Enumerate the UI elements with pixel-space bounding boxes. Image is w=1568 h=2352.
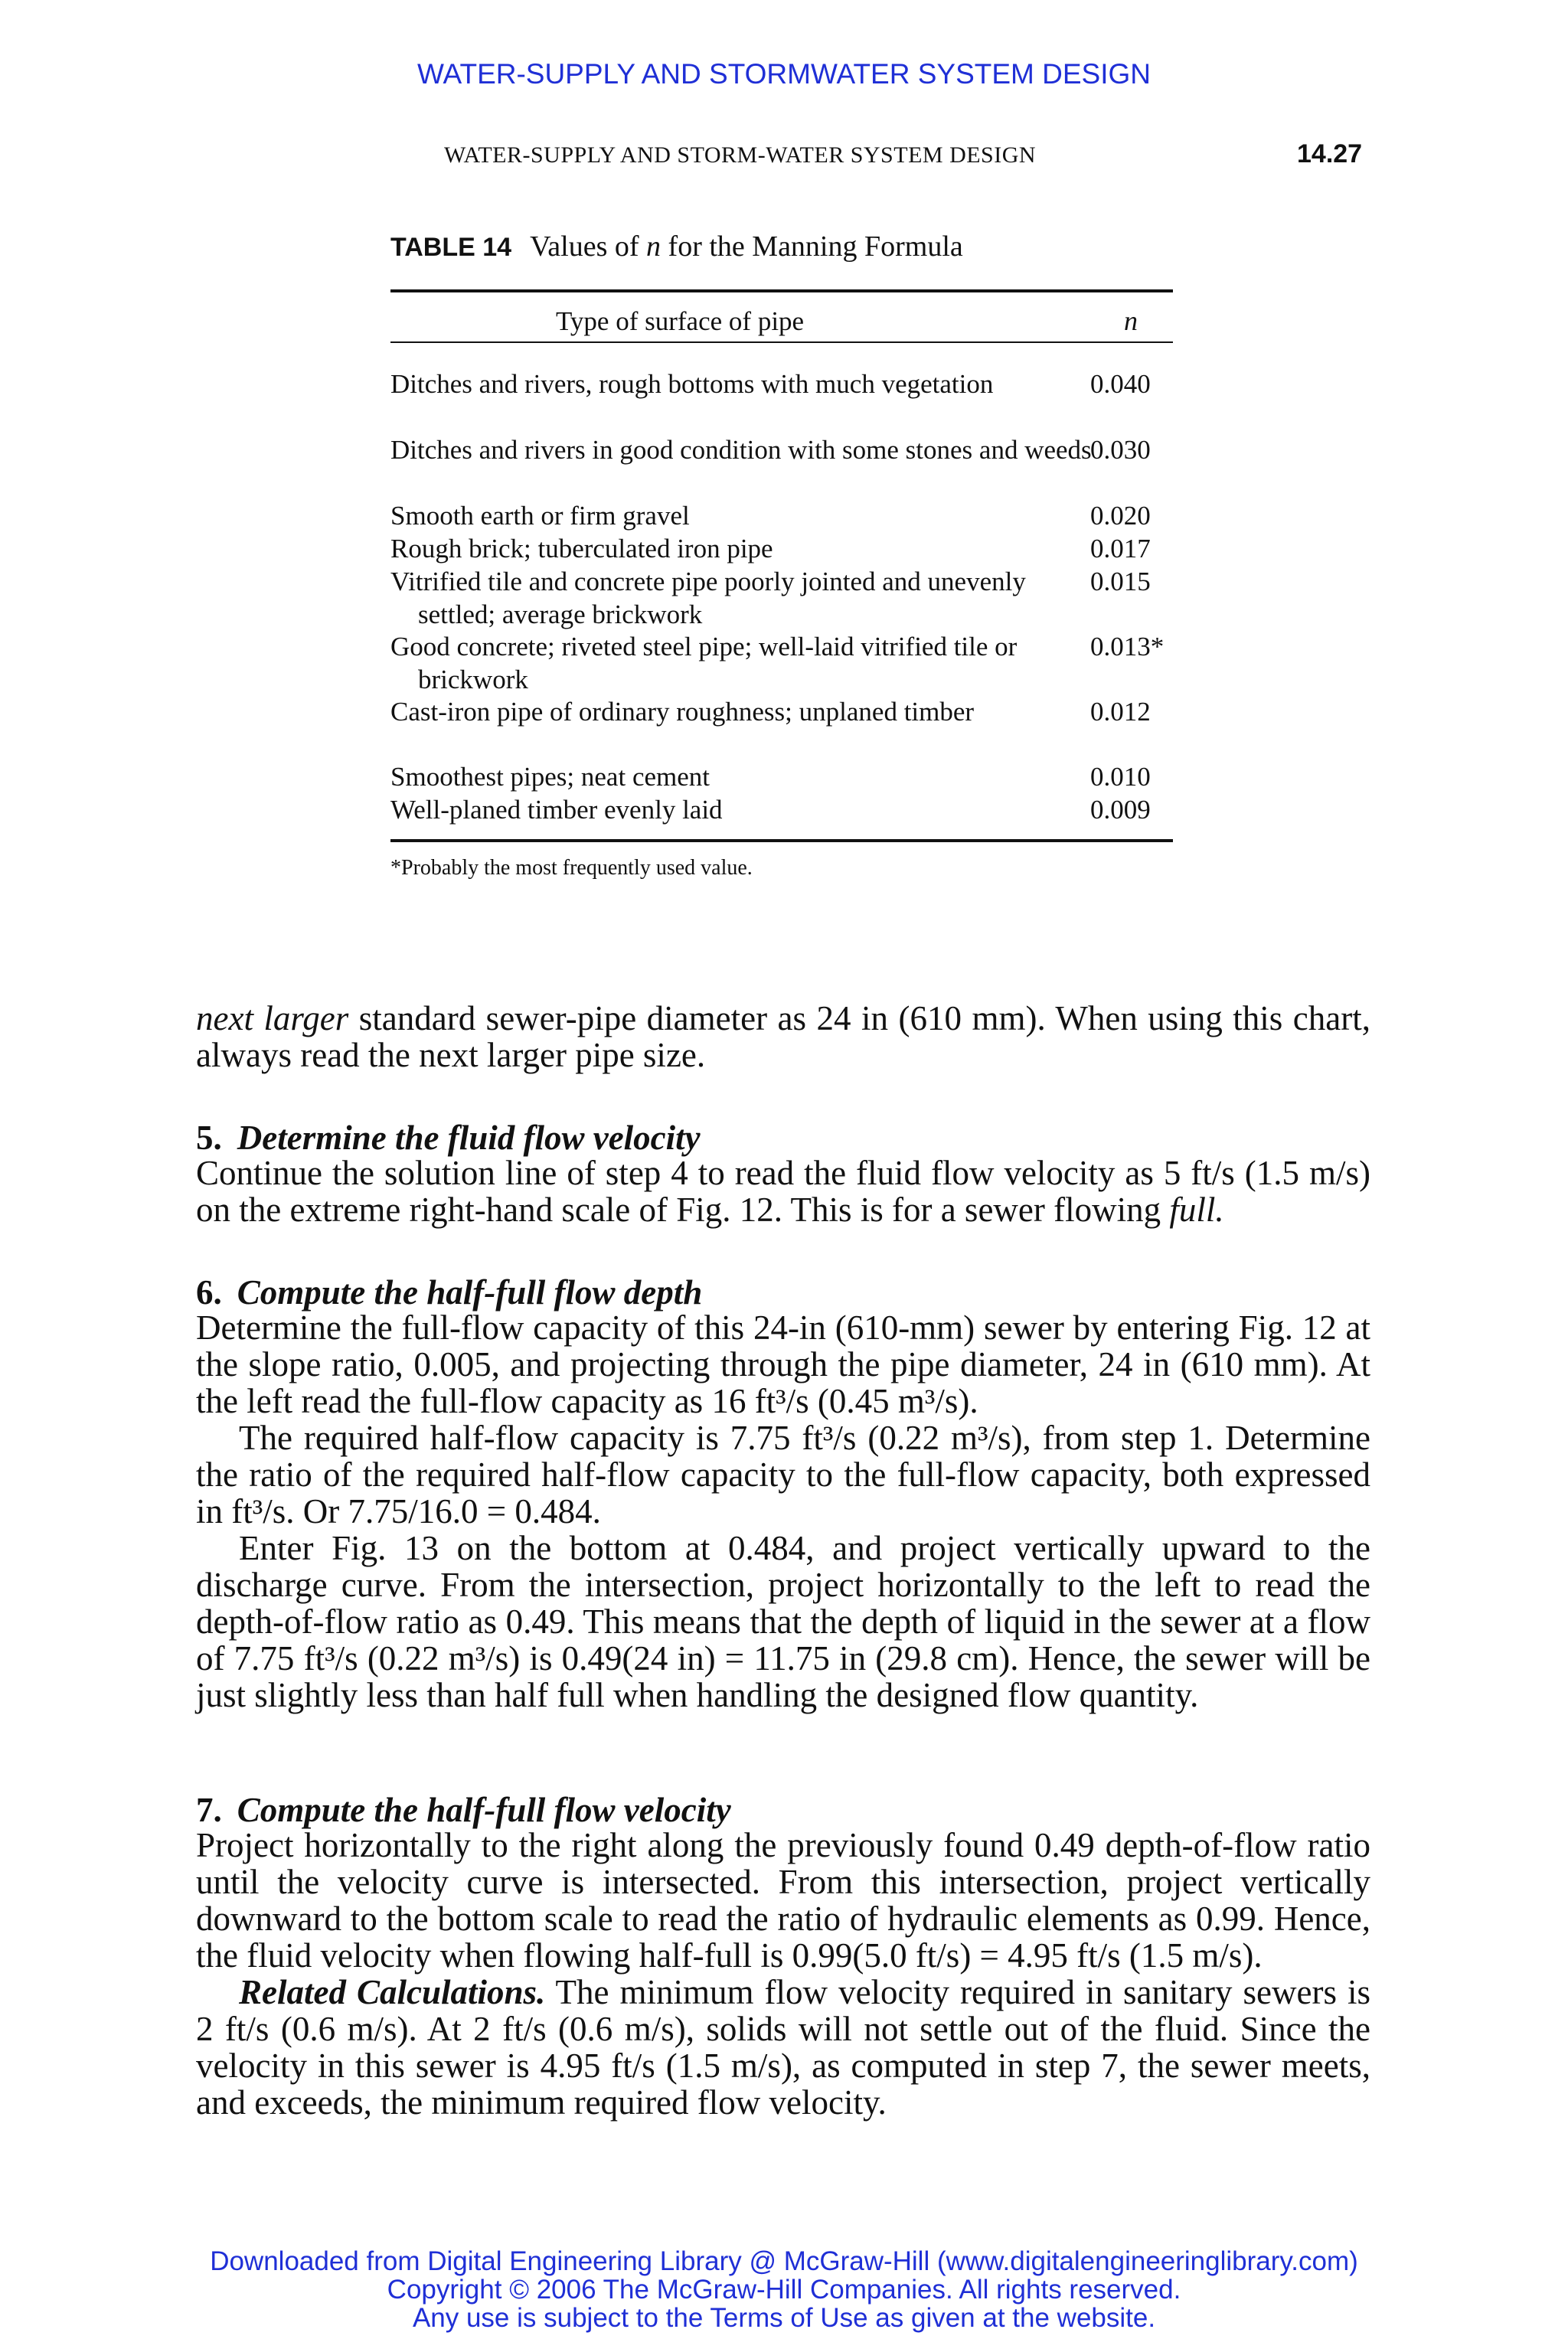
step-5-text: Continue the solution line of step 4 to read the fluid flow velocity as 5 ft/s (1.5 m/s) on the extreme right-hand scale of Fig. 12. This is for a sewer flowing [196, 1154, 1370, 1229]
footer [0, 2247, 1568, 2332]
step-5-title: Determine the fluid flow velocity [237, 1119, 701, 1157]
footer-line-1: Downloaded from Digital Engineering Library @ McGraw-Hill (www.digitalengineeringlibrary.com) [210, 2246, 1358, 2276]
step-5-italic: full. [1169, 1191, 1224, 1229]
row-n-value: 0.040 [1090, 369, 1151, 399]
step-6-paragraphs [196, 1309, 1370, 1713]
running-head: WATER-SUPPLY AND STORM-WATER SYSTEM DESIGN [444, 142, 1037, 168]
step-6-paragraph-2: The required half-flow capacity is 7.75 ft³/s (0.22 m³/s), from step 1. Determine the ratio of the required half-flow capacity to the full-flow capacity, both expressed in ft³/s. Or 7.75/16.0 = 0.484. [196, 1419, 1370, 1530]
caption-variable: n [646, 230, 662, 263]
step-6-heading [196, 1272, 702, 1312]
row-description: Smooth earth or firm gravel [390, 501, 690, 531]
page-number: 14.27 [1297, 139, 1363, 168]
row-n-value: 0.030 [1090, 435, 1151, 465]
step-6-number: 6. [196, 1273, 222, 1312]
caption-pre: Values of [530, 230, 639, 263]
row-n-value: 0.020 [1090, 501, 1151, 531]
row-description: Vitrified tile and concrete pipe poorly jointed and unevenly settled; average brickwork [390, 567, 1026, 629]
step-6-paragraph-1: Determine the full-flow capacity of this 24-in (610-mm) sewer by entering Fig. 12 at the slope ratio, 0.005, and projecting through the pipe diameter, 24 in (610 mm). At the left read the full-flow capacity as 16 ft³/s (0.45 m³/s). [196, 1308, 1370, 1420]
caption-post: for the Manning Formula [668, 230, 963, 263]
intro-paragraph [196, 1000, 1370, 1073]
intro-text: standard sewer-pipe diameter as 24 in (610 mm). When using this chart, always read the next larger pipe size. [196, 999, 1370, 1074]
table-header-rule [390, 341, 1173, 343]
row-description: Ditches and rivers in good condition with some stones and weeds [390, 435, 1092, 465]
column-header-type: Type of surface of pipe [556, 306, 805, 336]
row-description: Rough brick; tuberculated iron pipe [390, 534, 773, 564]
footer-line-2: Copyright © 2006 The McGraw-Hill Companies. All rights reserved. [387, 2275, 1181, 2305]
table-top-rule [390, 289, 1173, 292]
row-n-value: 0.012 [1090, 697, 1151, 727]
table-footnote: *Probably the most frequently used value. [390, 856, 753, 880]
table-caption [390, 230, 963, 263]
row-n-value: 0.009 [1090, 795, 1151, 825]
table-label: TABLE 14 [390, 233, 512, 262]
step-6-title: Compute the half-full flow depth [237, 1273, 703, 1312]
step-7-paragraph-1: Project horizontally to the right along the previously found 0.49 depth-of-flow ratio until the velocity curve is intersected. From this intersection, project vertically downward to the bottom scale to read the ratio of hydraulic elements as 0.99. Hence, the fluid velocity when flowing half-full is 0.99(5.0 ft/s) = 4.95 ft/s (1.5 m/s). [196, 1826, 1370, 1975]
row-n-value: 0.015 [1090, 567, 1151, 596]
row-description: Smoothest pipes; neat cement [390, 762, 710, 792]
step-5-heading [196, 1118, 701, 1158]
top-banner: WATER-SUPPLY AND STORMWATER SYSTEM DESIGN [416, 58, 1151, 90]
table-bottom-rule [390, 839, 1173, 842]
row-description: Good concrete; riveted steel pipe; well-laid vitrified tile or brickwork [390, 632, 1018, 694]
step-5-number: 5. [196, 1119, 222, 1157]
related-calculations-label: Related Calculations. [239, 1973, 546, 2011]
step-7-title: Compute the half-full flow velocity [237, 1791, 731, 1829]
column-header-n: n [1124, 305, 1138, 336]
step-7-paragraphs [196, 1827, 1370, 2121]
step-6-paragraph-3: Enter Fig. 13 on the bottom at 0.484, and project vertically upward to the discharge curve. From the intersection, project horizontally to the left to read the depth-of-flow ratio as 0.49. This means that the depth of liquid in the sewer at a flow of 7.75 ft³/s (0.22 m³/s) is 0.49(24 in) = 11.75 in (29.8 cm). Hence, the sewer will be just slightly less than half full when handling the designed flow quantity. [196, 1529, 1370, 1714]
intro-italic: next larger [196, 999, 349, 1037]
row-description: Cast-iron pipe of ordinary roughness; unplaned timber [390, 697, 975, 727]
row-description: Ditches and rivers, rough bottoms with much vegetation [390, 369, 994, 399]
step-7-heading [196, 1790, 731, 1830]
step-5-paragraph [196, 1155, 1370, 1228]
related-calculations-text: The minimum flow velocity required in sanitary sewers is 2 ft/s (0.6 m/s). At 2 ft/s (0.6 m/s), solids will not settle out of the fluid. Since the velocity in this sewer is 4.95 ft/s (1.5 m/s), as computed in step 7, the sewer meets, and exceeds, the minimum required flow velocity. [196, 1973, 1370, 2122]
step-7-number: 7. [196, 1791, 222, 1829]
row-n-value: 0.010 [1090, 762, 1151, 792]
row-description: Well-planed timber evenly laid [390, 795, 723, 825]
row-n-value: 0.013* [1090, 632, 1165, 662]
row-n-value: 0.017 [1090, 534, 1151, 564]
footer-line-3: Any use is subject to the Terms of Use as given at the website. [412, 2303, 1156, 2333]
